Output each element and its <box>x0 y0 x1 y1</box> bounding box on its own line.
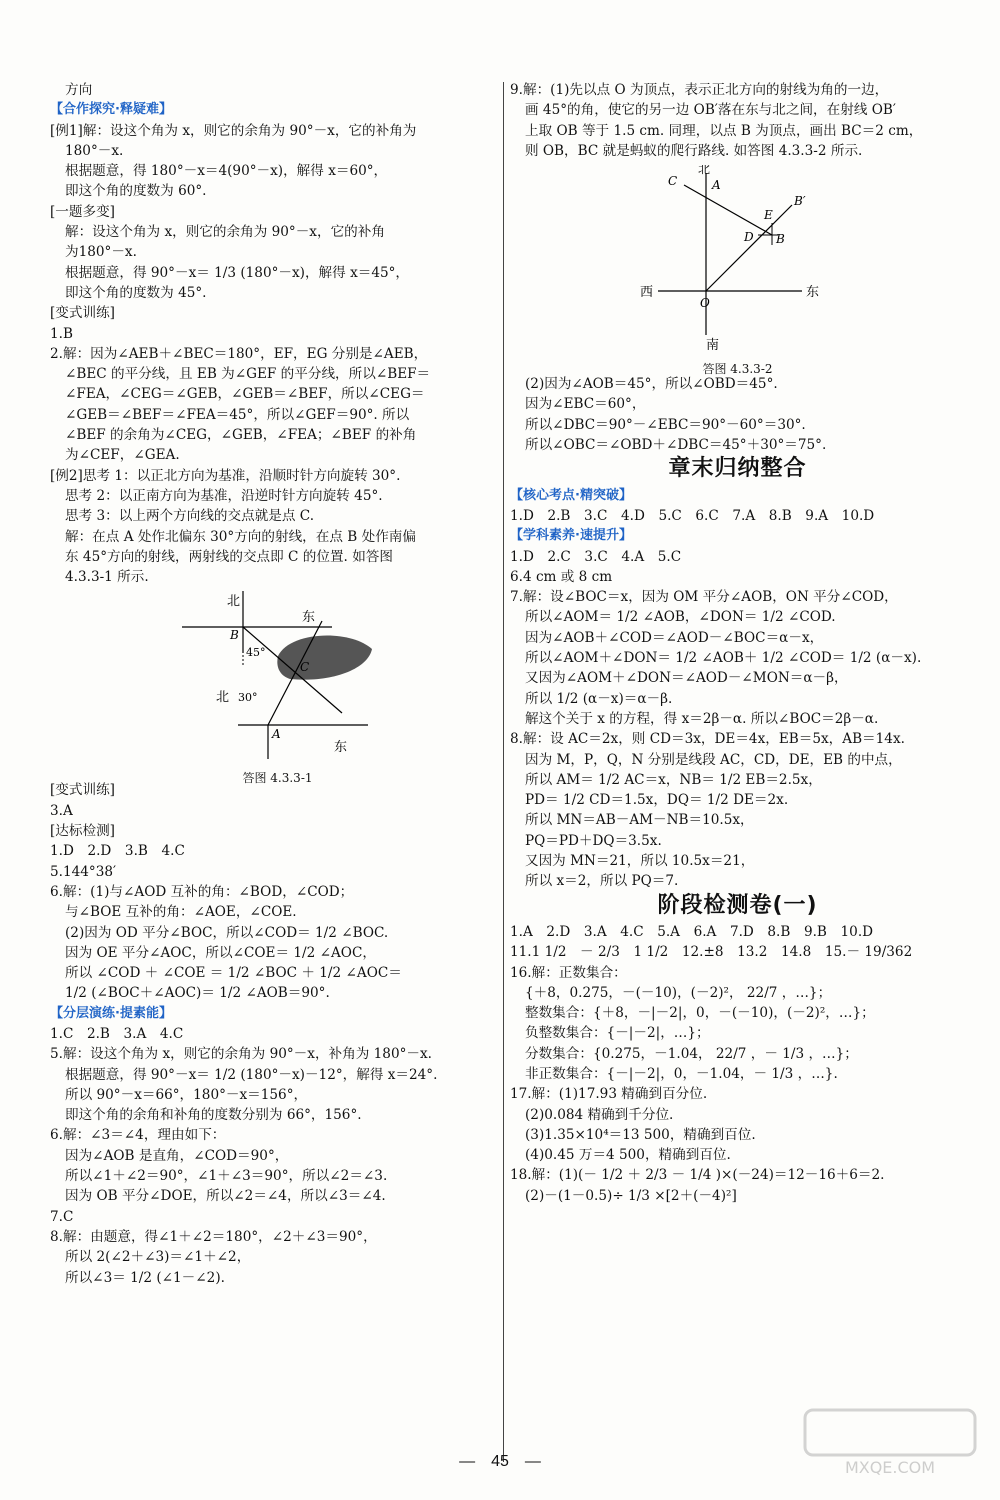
right-text-block-1 <box>510 80 965 161</box>
text-line: 因为 OE 平分∠AOC，所以∠COE＝ 1/2 ∠AOC， <box>65 944 376 961</box>
text-line: [变式训练] <box>50 305 115 322</box>
text-line: 所以 x＝2，所以 PQ＝7. <box>525 873 679 890</box>
watermark-text: MXQE.COM <box>844 1458 936 1477</box>
text-line: ∠BEC 的平分线，且 EB 为∠GEF 的平分线，所以∠BEF＝ <box>65 366 431 383</box>
text-line: 东 45°方向的射线，两射线的交点即 C 的位置. 如答图 <box>65 548 393 565</box>
text-line: 所以 AM＝ 1/2 AC＝x，NB＝ 1/2 EB＝2.5x， <box>525 771 822 788</box>
text-line: 思考 3：以上两个方向线的交点就是点 C. <box>65 508 315 525</box>
text-line: 因为∠EBC＝60°， <box>525 396 646 413</box>
compass-diagram-1 <box>50 591 505 761</box>
text-line: PD＝ 1/2 CD＝1.5x，DQ＝ 1/2 DE＝2x. <box>525 792 789 809</box>
text-line: 分数集合：{0.275，－1.04， 22/7 ，－ 1/3 ，…}； <box>525 1045 858 1062</box>
left-column <box>50 80 505 1288</box>
fig2-point-c: C <box>668 174 678 189</box>
fig1-point-b: B <box>230 628 239 643</box>
section-label: 【学科素养·速提升】 <box>510 528 632 544</box>
text-line: 又因为 MN＝21，所以 10.5x＝21， <box>525 853 755 870</box>
text-line: 6.4 cm 或 8 cm <box>510 568 613 585</box>
text-line: PQ＝PD＋DQ＝3.5x. <box>525 832 662 849</box>
figure-4-3-3-2 <box>510 165 965 377</box>
text-line: 9.解：(1)先以点 O 为顶点，表示正北方向的射线为角的一边， <box>510 82 889 98</box>
text-line: 所以∠AOM＋∠DON＝ 1/2 ∠AOB＋ 1/2 ∠COD＝ 1/2 (α－x). <box>525 650 922 667</box>
text-line: 因为 M，P，Q，N 分别是线段 AC，CD，DE，EB 的中点， <box>525 751 902 768</box>
fig1-north-label-bottom: 北 <box>216 690 230 706</box>
text-line: [例2]思考 1：以正北方向为基准，沿顺时针方向旋转 30°. <box>50 467 401 484</box>
text-line: 1.C 2.B 3.A 4.C <box>50 1025 184 1042</box>
fig2-point-a: A <box>712 178 721 193</box>
right-text-block-4 <box>510 922 965 1206</box>
text-line: 方向 <box>65 82 93 98</box>
fig2-east-label: 东 <box>806 285 820 301</box>
text-line: [达标检测] <box>50 823 115 840</box>
text-line: (2)0.084 精确到千分位. <box>525 1106 674 1123</box>
fig1-north-label-top: 北 <box>227 594 241 610</box>
text-line: 即这个角的度数为 45°. <box>65 284 207 301</box>
fig1-angle-30: 30° <box>238 691 258 705</box>
text-line: (2)因为∠AOB＝45°，所以∠OBD＝45°. <box>525 376 778 393</box>
text-line: 6.解：∠3＝∠4，理由如下： <box>50 1127 226 1144</box>
fig1-point-c: C <box>300 660 310 675</box>
text-line: 所以∠OBC＝∠OBD＋∠DBC＝45°＋30°＝75°. <box>525 437 827 454</box>
text-line: 解：在点 A 处作北偏东 30°方向的射线，在点 B 处作南偏 <box>65 528 416 545</box>
text-line: {＋8，0.275，－(－10)，(－2)²， 22/7 ，…}； <box>525 984 832 1001</box>
page-number-dash-left: — <box>459 1453 492 1470</box>
text-line: 所以 ∠COD ＋ ∠COE ＝ 1/2 ∠BOC ＋ 1/2 ∠AOC＝ <box>65 965 402 982</box>
text-line: 所以 2(∠2＋∠3)＝∠1＋∠2， <box>65 1249 251 1266</box>
page-number-value: 45 <box>491 1453 509 1470</box>
text-line: 17.解：(1)17.93 精确到百分位. <box>510 1086 708 1103</box>
text-line: ∠BEF 的余角为∠CEG，∠GEB，∠FEA；∠BEF 的补角 <box>65 427 417 444</box>
fig1-point-a: A <box>272 727 281 742</box>
text-line: (2)－(1－0.5)÷ 1/3 ×[2＋(－4)²] <box>525 1187 737 1204</box>
compass-diagram-2 <box>510 165 965 353</box>
text-line: 又因为∠AOM＋∠DON＝∠AOD－∠MON＝α－β， <box>525 670 848 687</box>
text-line: 2.解：因为∠AEB＋∠BEC＝180°，EF，EG 分别是∠AEB， <box>50 345 428 362</box>
text-line: 所以∠1＋∠2＝90°，∠1＋∠3＝90°，所以∠2＝∠3. <box>65 1168 388 1185</box>
section-heading-chapter-summary: 章末归纳整合 <box>668 456 807 482</box>
right-column <box>510 80 965 1206</box>
text-line: 1.D 2.D 3.B 4.C <box>50 843 185 860</box>
text-line: 为∠CEF，∠GEA. <box>65 447 180 464</box>
fig2-north-label: 北 <box>698 165 711 177</box>
text-line: 3.A <box>50 802 73 819</box>
text-line: 所以∠DBC＝90°－∠EBC＝90°－60°＝30°. <box>525 416 806 433</box>
text-line: ∠GEB＝∠BEF＝∠FEA＝45°，所以∠GEF＝90°. 所以 <box>65 406 410 423</box>
section-label: 【核心考点·精突破】 <box>510 487 632 503</box>
text-line: 所以∠3＝ 1/2 (∠1－∠2). <box>65 1269 225 1286</box>
watermark-logo <box>800 1405 980 1480</box>
right-text-block-3 <box>510 486 965 892</box>
fig2-point-e: E <box>764 208 773 223</box>
text-line: (4)0.45 万＝4 500，精确到百位. <box>525 1147 731 1164</box>
text-line: 1.A 2.D 3.A 4.C 5.A 6.A 7.D 8.B 9.B 10.D <box>510 923 874 940</box>
text-line: 1.D 2.C 3.C 4.A 5.C <box>510 548 682 565</box>
text-line: 所以∠AOM＝ 1/2 ∠AOB，∠DON＝ 1/2 ∠COD. <box>525 609 836 626</box>
text-line: 因为∠AOB 是直角，∠COD＝90°， <box>65 1147 289 1164</box>
text-line: 5.144°38′ <box>50 863 117 880</box>
text-line: (2)因为 OD 平分∠BOC，所以∠COD＝ 1/2 ∠BOC. <box>65 924 389 941</box>
left-text-block-2 <box>50 780 505 1287</box>
text-line: 根据题意，得 90°－x＝ 1/2 (180°－x)－12°，解得 x＝24°. <box>65 1066 438 1083</box>
section-label: 【合作探究·释疑难】 <box>50 102 172 118</box>
right-text-block-2 <box>510 374 965 455</box>
text-line: 整数集合：{＋8，－|－2|，0，－(－10)，(－2)²，…}； <box>525 1005 875 1022</box>
text-line: 所以 MN＝AB－AM－NB＝10.5x， <box>525 812 754 829</box>
section-label: 【分层演练·提素能】 <box>50 1005 172 1021</box>
text-line: 非正数集合：{－|－2|，0，－1.04，－ 1/3 ，…}. <box>525 1065 838 1082</box>
text-line: 7.解：设∠BOC＝x，因为 OM 平分∠AOB，ON 平分∠COD， <box>510 589 898 606</box>
text-line: 画 45°的角，使它的另一边 OB′落在东与北之间，在射线 OB′ <box>525 102 896 119</box>
text-line: 解这个关于 x 的方程，得 x＝2β－α. 所以∠BOC＝2β－α. <box>525 710 879 727</box>
fig2-point-d: D <box>744 230 754 245</box>
fig2-point-b: B <box>776 232 785 247</box>
left-text-block-1 <box>50 80 505 587</box>
text-line: 18.解：(1)(－ 1/2 ＋ 2/3 － 1/4 )×(－24)＝12－16＋6＝2. <box>510 1167 885 1184</box>
text-line: [一题多变] <box>50 203 115 220</box>
section-heading-stage-test: 阶段检测卷(一) <box>657 892 818 918</box>
text-line: 根据题意，得 90°－x＝ 1/3 (180°－x)，解得 x＝45°， <box>65 264 410 281</box>
text-line: (3)1.35×10⁴＝13 500，精确到百位. <box>525 1126 756 1143</box>
figure-caption-1: 答图 4.3.3-1 <box>242 770 313 785</box>
fig2-point-o: O <box>700 296 710 311</box>
text-line: 6.解：(1)与∠AOD 互补的角：∠BOD，∠COD； <box>50 883 354 900</box>
fig2-west-label: 西 <box>640 285 654 301</box>
text-line: 因为∠AOB＋∠COD＝∠AOD－∠BOC＝α－x， <box>525 629 824 646</box>
text-line: [例1]解：设这个角为 x，则它的余角为 90°－x，它的补角为 <box>50 122 417 139</box>
text-line: 11.1 1/2 － 2/3 1 1/2 12.±8 13.2 14.8 15.－ 19/362 <box>510 944 913 961</box>
text-line: 1/2 (∠BOC＋∠AOC)＝ 1/2 ∠AOB＝90°. <box>65 985 330 1002</box>
text-line: 负整数集合：{－|－2|，…}； <box>525 1025 710 1042</box>
text-line: 1.B <box>50 325 73 342</box>
text-line: 为180°－x. <box>65 244 137 261</box>
text-line: 4.3.3-1 所示. <box>65 569 149 586</box>
text-line: 7.C <box>50 1208 74 1225</box>
figure-caption-2: 答图 4.3.3-2 <box>702 362 773 377</box>
figure-4-3-3-1 <box>50 591 505 785</box>
text-line: 8.解：由题意，得∠1＋∠2＝180°，∠2＋∠3＝90°， <box>50 1228 377 1245</box>
text-line: 1.D 2.B 3.C 4.D 5.C 6.C 7.A 8.B 9.A 10.D <box>510 507 875 524</box>
fig2-south-label: 南 <box>706 338 720 354</box>
text-line: 因为 OB 平分∠DOE，所以∠2＝∠4，所以∠3＝∠4. <box>65 1188 386 1205</box>
text-line: 思考 2：以正南方向为基准，沿逆时针方向旋转 45°. <box>65 487 383 504</box>
fig1-east-label-top: 东 <box>302 610 316 626</box>
text-line: 180°－x. <box>65 142 124 159</box>
text-line: 即这个角的余角和补角的度数分别为 66°，156°. <box>65 1107 362 1124</box>
text-line: 5.解：设这个角为 x，则它的余角为 90°－x，补角为 180°－x. <box>50 1046 432 1063</box>
fig1-angle-45: 45° <box>246 646 266 660</box>
text-line: 根据题意，得 180°－x＝4(90°－x)，解得 x＝60°， <box>65 163 388 180</box>
text-line: 解：设这个角为 x，则它的余角为 90°－x，它的补角 <box>65 224 385 241</box>
text-line: ∠FEA，∠CEG＝∠GEB，∠GEB＝∠BEF，所以∠CEG＝ <box>65 386 425 403</box>
text-line: 上取 OB 等于 1.5 cm. 同理，以点 B 为顶点，画出 BC＝2 cm， <box>525 122 923 139</box>
text-line: 所以 1/2 (α－x)＝α－β. <box>525 690 673 707</box>
fig1-east-label-bottom: 东 <box>334 740 348 756</box>
text-line: 8.解：设 AC＝2x，则 CD＝3x，DE＝4x，EB＝5x，AB＝14x. <box>510 731 905 748</box>
fig2-point-b-prime: B′ <box>794 194 806 209</box>
page-number-dash-right: — <box>508 1453 541 1470</box>
text-line: 则 OB，BC 就是蚂蚁的爬行路线. 如答图 4.3.3-2 所示. <box>525 142 863 159</box>
text-line: 即这个角的度数为 60°. <box>65 183 207 200</box>
text-line: [变式训练] <box>50 782 115 799</box>
text-line: 16.解：正数集合： <box>510 964 627 981</box>
text-line: 与∠BOE 互补的角：∠AOE，∠COE. <box>65 904 297 921</box>
text-line: 所以 90°－x＝66°，180°－x＝156°， <box>65 1086 308 1103</box>
